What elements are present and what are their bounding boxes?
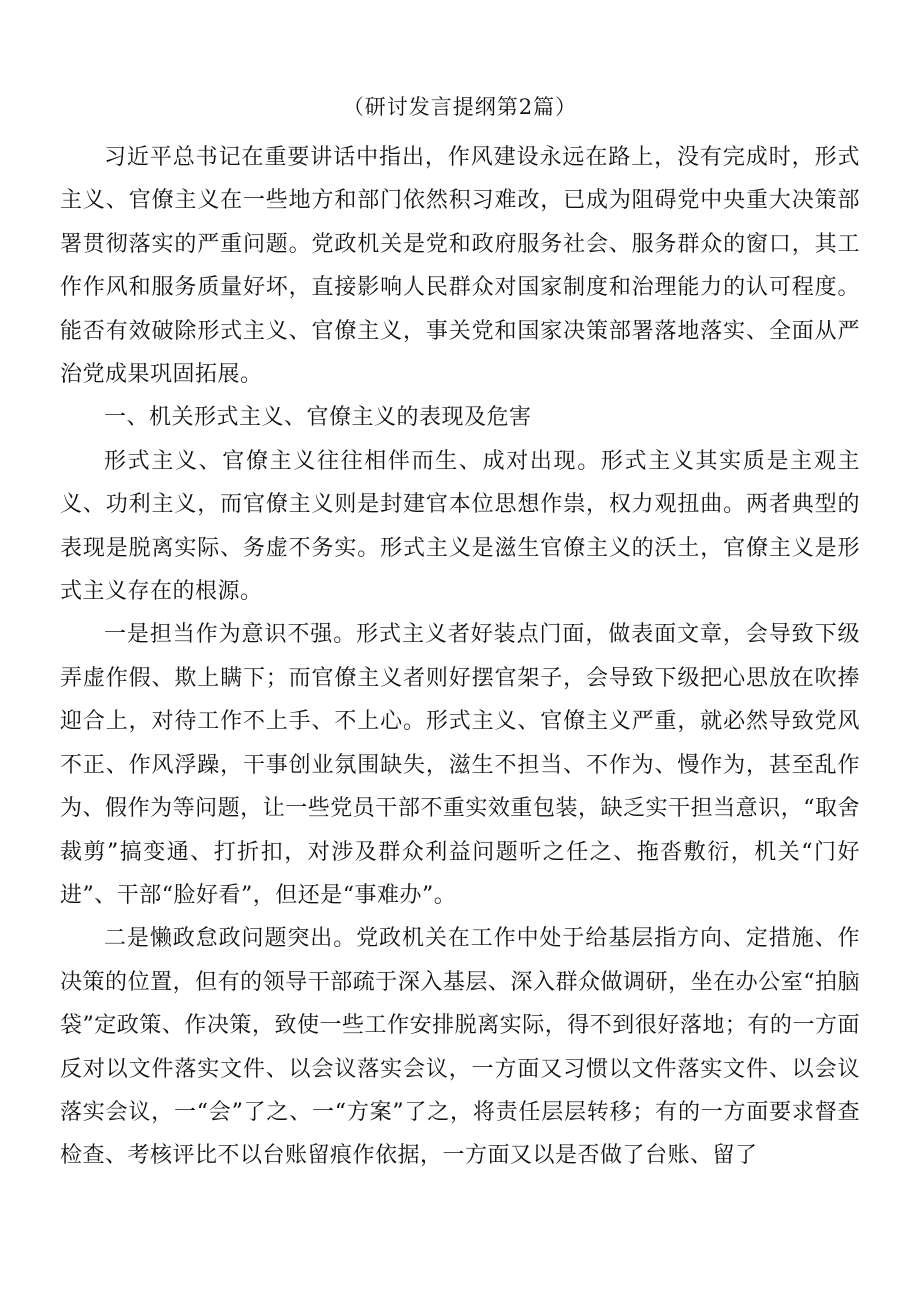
section-heading: 一、机关形式主义、官僚主义的表现及危害	[104, 405, 532, 431]
paragraph-point-two: 二是懒政怠政问题突出。党政机关在工作中处于给基层指方向、定措施、作决策的位置，但有的领导干部疏于深入基层、深入群众做调研，坐在办公室“拍脑袋”定政策、作决策，致使一些工作安排脱离实际，得不到很好落地；有的一方面反对以文件落实文件、以会议落实会议，一方面又习惯以文件落实文件、以会议落实会议，一“会”了之、一“方案”了之，将责任层层转移；有的一方面要求督查检查、考核评比不以台账留痕作依据，一方面又以是否做了台账、留了	[60, 926, 860, 1169]
paragraph-point-one: 一是担当作为意识不强。形式主义者好装点门面，做表面文章，会导致下级弄虚作假、欺上瞒下；而官僚主义者则好摆官架子，会导致下级把心思放在吹捧迎合上，对待工作不上手、不上心。形式主义、官僚主义严重，就必然导致党风不正、作风浮躁，干事创业氛围缺失，滋生不担当、不作为、慢作为，甚至乱作为、假作为等问题，让一些党员干部不重实效重包装，缺乏实干担当意识，“取舍裁剪”搞变通、打折扣，对涉及群众利益问题听之任之、拖沓敷衍，机关“门好进”、干部“脸好看”，但还是“事难办”。	[60, 622, 860, 908]
document-title: （研讨发言提纲第2篇）	[342, 95, 578, 119]
document-body	[60, 136, 860, 1178]
paragraph-intro: 习近平总书记在重要讲话中指出，作风建设永远在路上，没有完成时，形式主义、官僚主义在一些地方和部门依然积习难改，已成为阻碍党中央重大决策部署贯彻落实的严重问题。党政机关是党和政府服务社会、服务群众的窗口，其工作作风和服务质量好坏，直接影响人民群众对国家制度和治理能力的认可程度。能否有效破除形式主义、官僚主义，事关党和国家决策部署落地落实、全面从严治党成果巩固拓展。	[60, 145, 860, 388]
paragraph-overview: 形式主义、官僚主义往往相伴而生、成对出现。形式主义其实质是主观主义、功利主义，而官僚主义则是封建官本位思想作祟，权力观扭曲。两者典型的表现是脱离实际、务虚不务实。形式主义是滋生官僚主义的沃土，官僚主义是形式主义存在的根源。	[60, 448, 860, 605]
